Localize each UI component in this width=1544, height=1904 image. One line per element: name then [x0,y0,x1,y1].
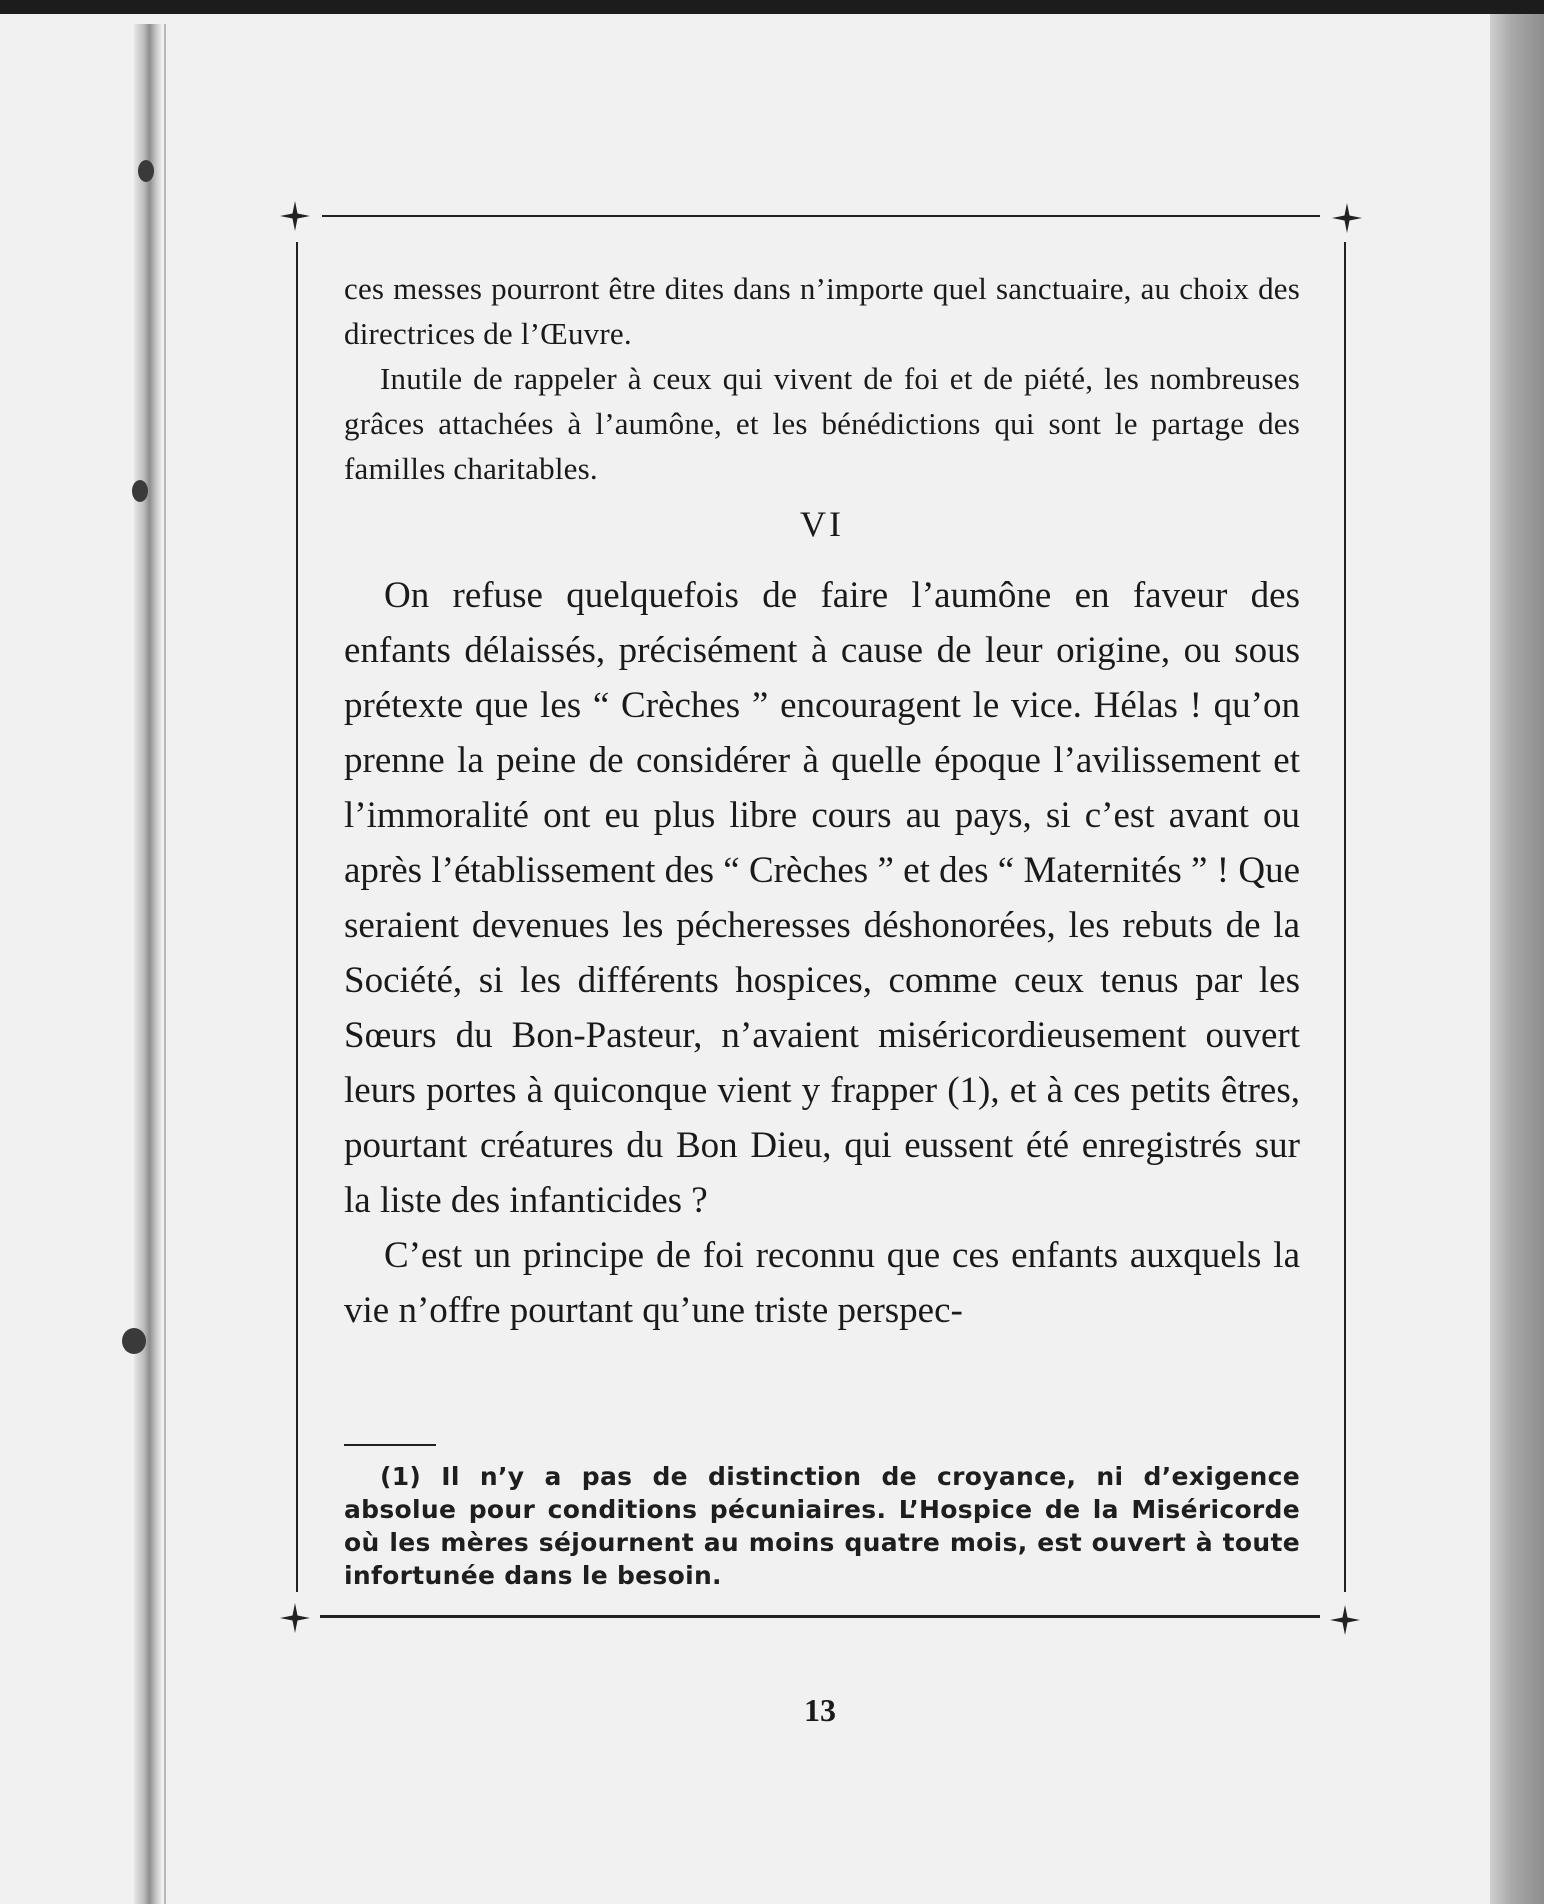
border-rule-top [322,215,1320,217]
footnote [344,1460,1300,1592]
binding-stitch-mark [122,1328,146,1354]
scan-right-edge [1490,14,1544,1904]
border-rule-left [296,242,298,1592]
page-number: 13 [804,1692,836,1728]
paragraph-alms-graces: Inutile de rappeler à ceux qui vivent de foi et de piété, les nombreuses grâces attachées à l’aumône, et les bénédictions qui sont le partage des familles charitables. [344,361,1300,486]
paragraph-continuation: ces messes pourront être dites dans n’importe quel sanctuaire, au choix des directrices de l’Œuvre. [344,271,1300,351]
spine-fold-line [164,24,166,1904]
border-rule-bottom [320,1615,1320,1618]
scan-top-edge [0,0,1544,14]
section-heading: VI [800,504,844,544]
four-point-star-icon [280,201,310,231]
paragraph-principle-of-faith: C’est un principe de foi reconnu que ces enfants auxquels la vie n’offre pourtant qu’une triste perspec- [344,1235,1300,1331]
book-spine [134,24,162,1904]
four-point-star-icon [1330,1605,1360,1635]
binding-stitch-mark [138,160,154,182]
border-rule-right [1344,242,1346,1592]
binding-stitch-mark [132,480,148,502]
section-body-text [344,568,1300,1338]
opening-text-block [344,266,1300,491]
four-point-star-icon [280,1603,310,1633]
paragraph-creches: On refuse quelquefois de faire l’aumône en faveur des enfants délaissés, précisément à cause de leur origine, ou sous prétexte que les “ Crèches ” encouragent le vice. Hélas ! qu’on prenne la peine de considérer à quelle époque l’avilissement et l’immoralité ont eu plus libre cours au pays, si c’est avant ou après l’établissement des “ Crèches ” et des “ Maternités ” ! Que seraient devenues les pécheresses déshonorées, les rebuts de la Société, si les différents hospices, comme ceux tenus par les Sœurs du Bon-Pasteur, n’avaient miséricordieusement ouvert leurs portes à quiconque vient y frapper (1), et à ces petits êtres, pourtant créatures du Bon Dieu, qui eussent été enregistrés sur la liste des infanticides ? [344,575,1300,1221]
four-point-star-icon [1332,203,1362,233]
footnote-text: (1) Il n’y a pas de distinction de croyance, ni d’exigence absolue pour conditions pécuniaires. L’Hospice de la Miséricorde où les mères séjournent au moins quatre mois, est ouvert à toute infortunée dans le besoin. [344,1462,1300,1590]
footnote-separator [344,1444,436,1446]
